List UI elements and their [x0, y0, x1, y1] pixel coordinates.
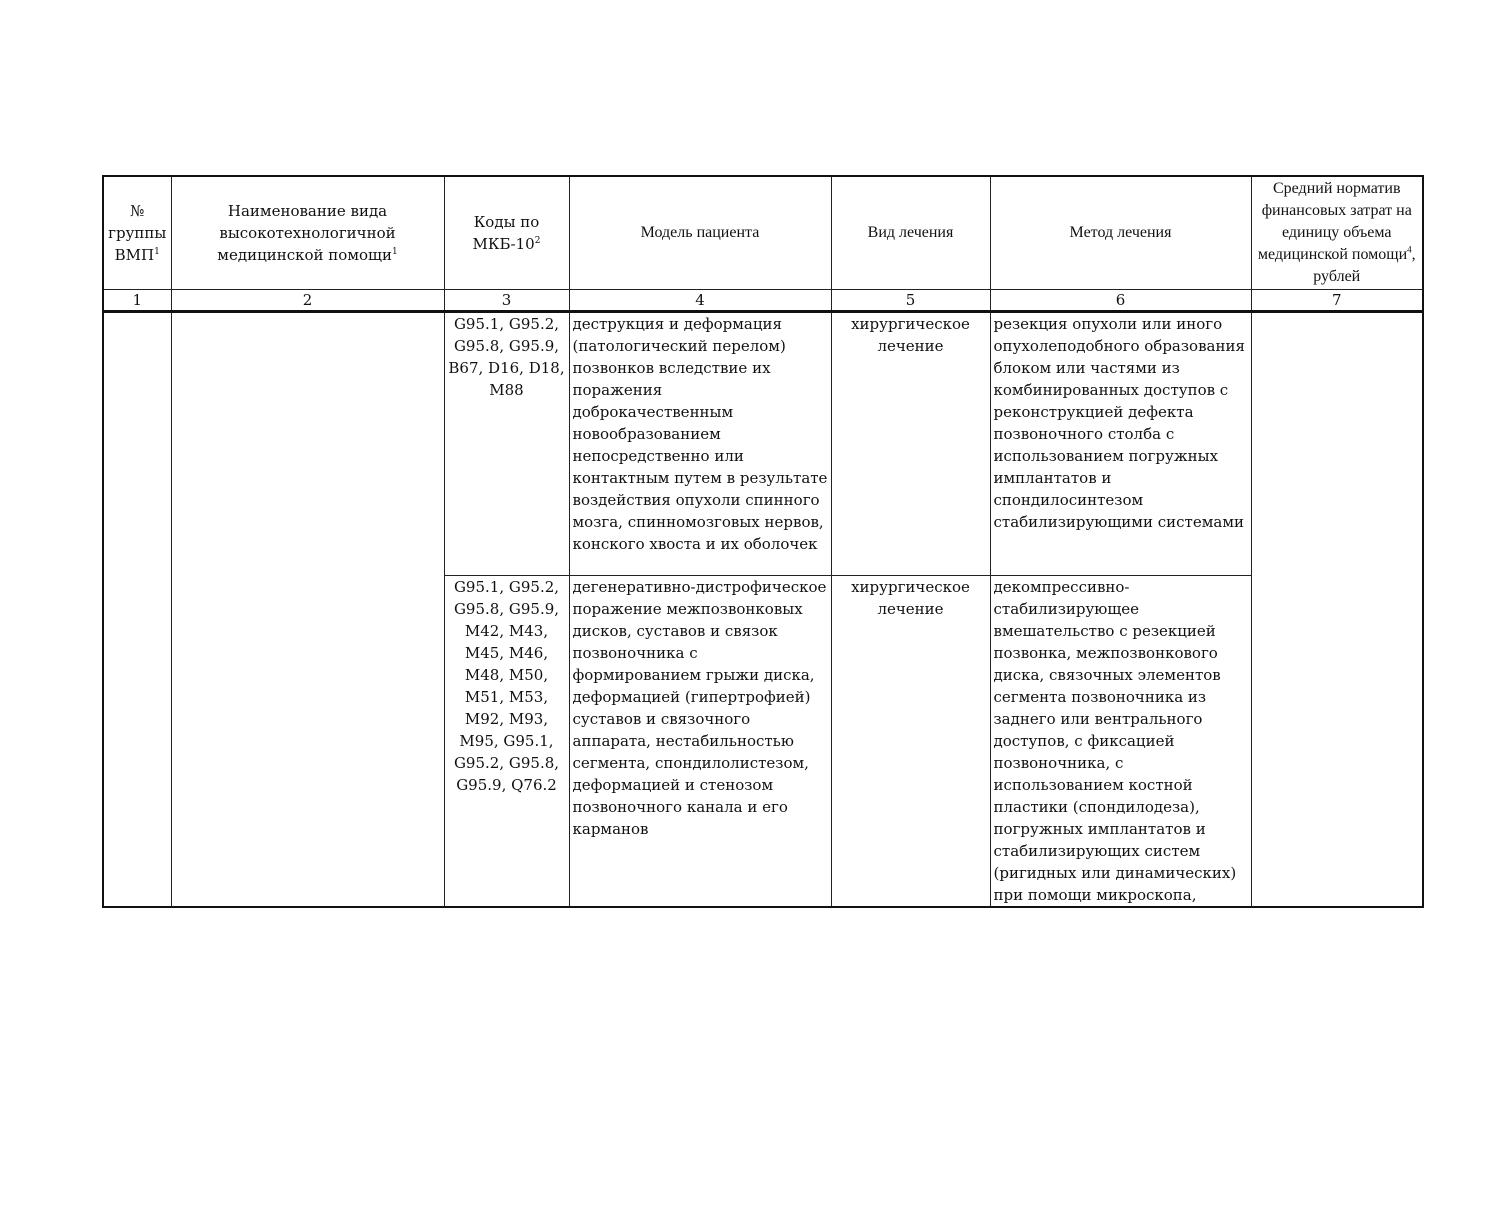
treatment-method-cell: декомпрессивно-стабилизирующее вмешательство с резекцией позвонка, межпозвонкового диска, связочных элементов сегмента позвоночника из заднего или вентрального доступов, с фиксацией позвоночника, с использованием костной пластики (спондилодеза), погружных имплантатов и стабилизирующих систем (ригидных или динамических) при помощи микроскопа,	[990, 576, 1251, 908]
treatment-method-cell: резекция опухоли или иного опухолеподобного образования блоком или частями из комбинированных доступов с реконструкцией дефекта позвоночного столба с использованием погружных имплантатов и спондилосинтезом стабилизирующими системами	[990, 312, 1251, 576]
column-number: 3	[444, 290, 569, 312]
patient-model-cell: деструкция и деформация (патологический перелом) позвонков вследствие их поражения доброкачественным новообразованием непосредственно или контактным путем в результате воздействия опухоли спинного мозга, спинномозговых нервов, конского хвоста и их оболочек	[569, 312, 831, 576]
treatment-type-cell: хирургическое лечение	[831, 576, 990, 908]
average-cost-cell	[1251, 312, 1423, 908]
patient-model-cell: дегенеративно-дистрофическое поражение межпозвонковых дисков, суставов и связок позвоночника с формированием грыжи диска, деформацией (гипертрофией) суставов и связочного аппарата, нестабильностью сегмента, спондилолистезом, деформацией и стенозом позвоночного канала и его карманов	[569, 576, 831, 908]
column-number: 2	[171, 290, 444, 312]
icd-codes-cell: G95.1, G95.2, G95.8, G95.9, B67, D16, D18, M88	[444, 312, 569, 576]
column-number: 7	[1251, 290, 1423, 312]
column-number: 4	[569, 290, 831, 312]
header-treatment-method: Метод лечения	[990, 176, 1251, 290]
header-average-cost: Средний норматив финансовых затрат на единицу объема медицинской помощи$^4$, рублей	[1251, 176, 1423, 290]
column-number-row	[103, 290, 1423, 312]
column-number: 6	[990, 290, 1251, 312]
header-treatment-type: Вид лечения	[831, 176, 990, 290]
header-patient-model: Модель пациента	[569, 176, 831, 290]
header-icd-codes: Коды по МКБ-$10^2$	[444, 176, 569, 290]
header-row	[103, 176, 1423, 290]
group-number-cell	[103, 312, 171, 908]
column-number: 1	[103, 290, 171, 312]
treatment-type-cell: хирургическое лечение	[831, 312, 990, 576]
vmp-table	[102, 175, 1424, 908]
header-vmp-name: Наименование вида высокотехнологичной медицинской помощи$^1$	[171, 176, 444, 290]
table-row	[103, 312, 1423, 576]
header-group-number: № группы ВМП$^1$	[103, 176, 171, 290]
icd-codes-cell: G95.1, G95.2, G95.8, G95.9, M42, M43, M45, M46, M48, M50, M51, M53, M92, M93, M95, G95.1, G95.2, G95.8, G95.9, Q76.2	[444, 576, 569, 908]
vmp-name-cell	[171, 312, 444, 908]
column-number: 5	[831, 290, 990, 312]
